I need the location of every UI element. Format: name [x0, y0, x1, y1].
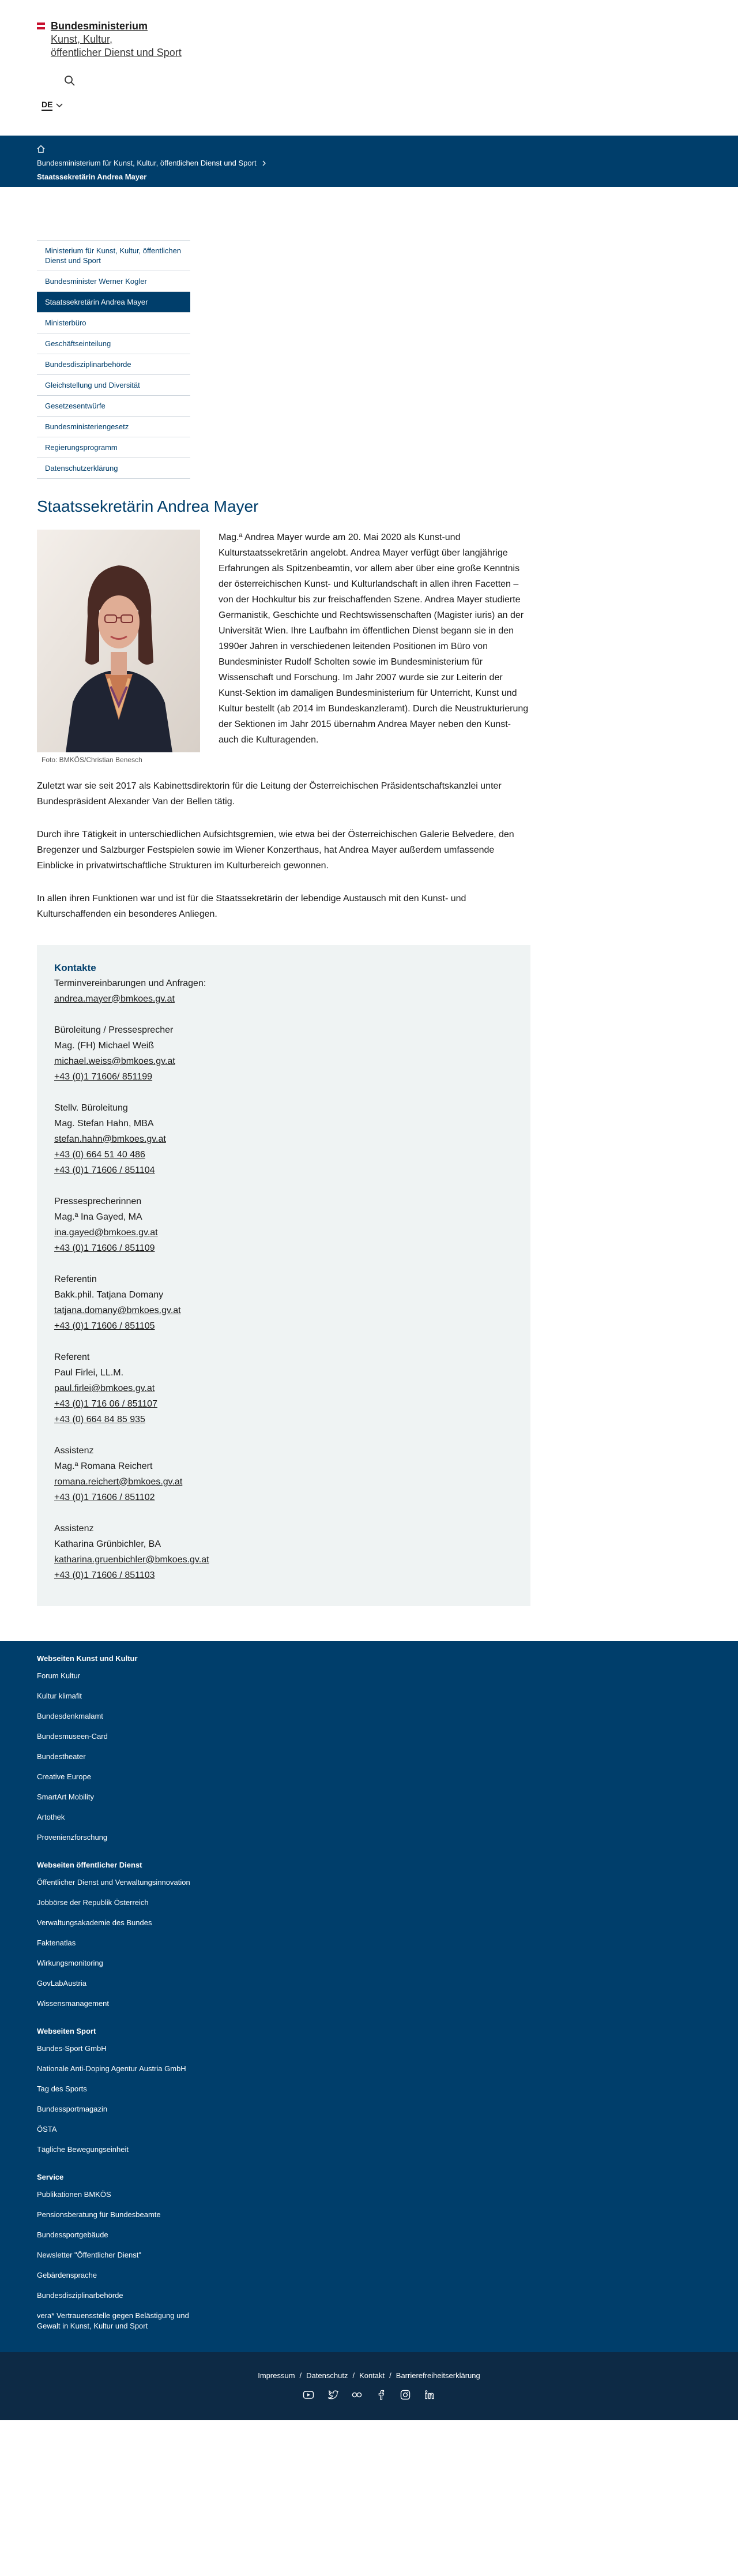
breadcrumb-home[interactable] [37, 145, 701, 155]
contact-email-link[interactable]: ina.gayed@bmkoes.gv.at [54, 1227, 158, 1238]
contact-email-link[interactable]: paul.firlei@bmkoes.gv.at [54, 1383, 155, 1393]
contact-group [54, 1022, 513, 1085]
austrian-flag-icon [37, 23, 45, 59]
youtube-icon [303, 2390, 314, 2400]
sidenav-item-bundesminister[interactable]: Bundesminister Werner Kogler [37, 271, 190, 291]
contact-role: Stellv. Büroleitung [54, 1103, 128, 1113]
contact-email-link[interactable]: michael.weiss@bmkoes.gv.at [54, 1056, 175, 1066]
side-navigation [37, 240, 190, 479]
legal-links [0, 2370, 738, 2382]
contact-phone-link[interactable]: +43 (0)1 71606 / 851104 [54, 1165, 155, 1175]
main-content [0, 496, 738, 1606]
sidenav-item-ministeriengesetz[interactable]: Bundesministeriengesetz [37, 416, 190, 437]
legal-link-kontakt[interactable]: Kontakt [359, 2371, 385, 2380]
footer-link[interactable]: Verwaltungsakademie des Bundes [37, 1918, 152, 1927]
sidenav-item-regierungsprogramm[interactable]: Regierungsprogramm [37, 437, 190, 458]
contact-group-requests [54, 976, 513, 1007]
footer-link[interactable]: Bundestheater [37, 1752, 86, 1761]
photo-credit: Foto: BMKÖS/Christian Benesch [42, 756, 142, 764]
legal-link-impressum[interactable]: Impressum [258, 2371, 295, 2380]
footer-link[interactable]: Bundes-Sport GmbH [37, 2043, 107, 2053]
chevron-right-icon [262, 160, 266, 166]
legal-link-barrierefreiheit[interactable]: Barrierefreiheitserklärung [396, 2371, 480, 2380]
footer-section-sport [37, 2026, 701, 2155]
contact-name: Mag. Stefan Hahn, MBA [54, 1118, 154, 1128]
contact-intro-label: Terminvereinbarungen und Anfragen: [54, 978, 206, 988]
footer-heading: Webseiten öffentlicher Dienst [37, 1860, 142, 1869]
contact-group [54, 1194, 513, 1256]
breadcrumb-current: Staatssekretärin Andrea Mayer [37, 173, 147, 182]
footer-link[interactable]: Öffentlicher Dienst und Verwaltungsinnovation [37, 1877, 190, 1887]
contact-group [54, 1521, 513, 1583]
search-icon [64, 75, 76, 87]
facebook-icon [375, 2390, 387, 2400]
footer-link[interactable]: Tag des Sports [37, 2084, 87, 2093]
footer-section-kunst-kultur [37, 1653, 701, 1843]
portrait-illustration [37, 530, 200, 752]
footer-link[interactable]: Bundesdenkmalamt [37, 1711, 103, 1720]
language-code: DE [42, 100, 52, 111]
paragraph-kabinettsdirektorin: Zuletzt war sie seit 2017 als Kabinettsdirektorin für die Leitung der Österreichischen Präsidentschaftskanzlei unter Bundespräsident Alexander Van der Bellen tätig. [37, 781, 502, 807]
sidenav-item-datenschutz[interactable]: Datenschutzerklärung [37, 458, 190, 479]
contact-phone-link[interactable]: +43 (0)1 716 06 / 851107 [54, 1398, 157, 1409]
separator: / [352, 2371, 355, 2380]
contact-group [54, 1443, 513, 1505]
footer-link[interactable]: Faktenatlas [37, 1938, 76, 1947]
footer-link[interactable]: Forum Kultur [37, 1671, 81, 1680]
separator: / [299, 2371, 302, 2380]
linkedin-link[interactable] [424, 2390, 435, 2400]
footer-link[interactable]: ÖSTA [37, 2124, 57, 2133]
footer-link[interactable]: Tägliche Bewegungseinheit [37, 2144, 129, 2154]
intro-section [37, 530, 738, 766]
language-selector[interactable] [42, 100, 63, 111]
facebook-link[interactable] [375, 2390, 387, 2400]
contact-phone-link[interactable]: +43 (0)1 71606 / 851103 [54, 1570, 155, 1580]
contact-email-link[interactable]: katharina.gruenbichler@bmkoes.gv.at [54, 1554, 209, 1565]
contact-name: Mag.ª Ina Gayed, MA [54, 1212, 142, 1222]
contact-email-link[interactable]: romana.reichert@bmkoes.gv.at [54, 1476, 183, 1487]
contact-role: Assistenz [54, 1523, 94, 1533]
paragraph-aufsichtsgremien: Durch ihre Tätigkeit in unterschiedlichen Aufsichtsgremien, wie etwa bei der Österreichischen Galerie Belvedere, den Bregenzer und Salzburger Festspielen sowie im Wiener Konzerthaus, hat Andrea Mayer außerdem umfassende Einblicke in privatwirtschaftliche Strukturen im Kulturbereich gewonnen. [37, 829, 514, 871]
sidenav-item-staatssekretaerin[interactable]: Staatssekretärin Andrea Mayer [37, 291, 190, 312]
legal-link-datenschutz[interactable]: Datenschutz [306, 2371, 348, 2380]
contact-role: Büroleitung / Pressesprecher [54, 1025, 174, 1035]
contact-email-link[interactable]: stefan.hahn@bmkoes.gv.at [54, 1134, 166, 1144]
footer-link[interactable]: Bundessportgebäude [37, 2230, 108, 2239]
instagram-link[interactable] [400, 2390, 411, 2400]
sidenav-item-disziplinarbehoerde[interactable]: Bundesdisziplinarbehörde [37, 354, 190, 374]
footer-links [0, 1641, 738, 2352]
logo-line-1: Bundesministerium [51, 20, 148, 32]
footer-section-oeffentlicher-dienst [37, 1860, 701, 2009]
search-button[interactable] [63, 75, 76, 88]
contact-role: Referent [54, 1352, 90, 1362]
footer-link[interactable]: Bundesdisziplinarbehörde [37, 2290, 123, 2300]
twitter-link[interactable] [327, 2390, 338, 2400]
footer-heading: Webseiten Sport [37, 2026, 96, 2035]
footer-link[interactable]: Pensionsberatung für Bundesbeamte [37, 2210, 161, 2219]
footer-link[interactable]: GovLabAustria [37, 1978, 86, 1988]
sidenav-item-gleichstellung[interactable]: Gleichstellung und Diversität [37, 374, 190, 395]
social-links [0, 2390, 738, 2400]
contact-email-link[interactable]: andrea.mayer@bmkoes.gv.at [54, 993, 175, 1004]
footer-link[interactable]: Publikationen BMKÖS [37, 2189, 111, 2199]
flickr-link[interactable] [351, 2390, 363, 2400]
sidenav-item-gesetzesentwuerfe[interactable]: Gesetzesentwürfe [37, 395, 190, 416]
footer-link[interactable]: vera* Vertrauensstelle gegen Belästigung und Gewalt in Kunst, Kultur und Sport [37, 2311, 189, 2330]
contact-group [54, 1272, 513, 1334]
sidenav-item-ministerium[interactable]: Ministerium für Kunst, Kultur, öffentlichen Dienst und Sport [37, 240, 190, 271]
footer-link[interactable]: Bundesmuseen-Card [37, 1731, 108, 1741]
footer-link[interactable]: Artothek [37, 1812, 65, 1821]
contact-group [54, 1100, 513, 1178]
footer-link[interactable]: Bundessportmagazin [37, 2104, 108, 2113]
contact-phone-link[interactable]: +43 (0) 664 84 85 935 [54, 1414, 145, 1424]
paragraph-austausch: In allen ihren Funktionen war und ist für die Staatssekretärin der lebendige Austausch mit den Kunst- und Kulturschaffenden ein besonderes Anliegen. [37, 893, 466, 919]
youtube-link[interactable] [303, 2390, 314, 2400]
contact-role: Assistenz [54, 1445, 94, 1456]
footer-link[interactable]: SmartArt Mobility [37, 1792, 94, 1801]
footer-link[interactable]: Creative Europe [37, 1772, 91, 1781]
footer-link[interactable]: Wissensmanagement [37, 1998, 109, 2008]
footer-link[interactable]: Gebärdensprache [37, 2270, 97, 2279]
contact-name: Katharina Grünbichler, BA [54, 1539, 161, 1549]
flickr-icon [351, 2390, 363, 2400]
ministry-logo[interactable] [37, 20, 182, 59]
contact-phone-link[interactable]: +43 (0) 664 51 40 486 [54, 1149, 145, 1160]
home-icon [37, 145, 45, 153]
footer-heading: Service [37, 2172, 64, 2181]
contact-name: Bakk.phil. Tatjana Domany [54, 1289, 164, 1300]
footer-heading: Webseiten Kunst und Kultur [37, 1653, 138, 1663]
page-title: Staatssekretärin Andrea Mayer [37, 497, 259, 515]
portrait-photo [37, 530, 200, 752]
footer-link[interactable]: Nationale Anti-Doping Agentur Austria GmbH [37, 2064, 186, 2073]
contact-role: Referentin [54, 1274, 97, 1284]
contact-name: Mag.ª Romana Reichert [54, 1461, 153, 1471]
contact-role: Pressesprecherinnen [54, 1196, 142, 1206]
contact-phone-link[interactable]: +43 (0)1 71606 / 851105 [54, 1321, 155, 1331]
sidenav-item-geschaeftseinteilung[interactable]: Geschäftseinteilung [37, 333, 190, 354]
footer-section-service [37, 2172, 701, 2331]
site-header [0, 0, 738, 136]
logo-line-3: öffentlicher Dienst und Sport [51, 47, 182, 58]
footer-link[interactable]: Provenienzforschung [37, 1832, 108, 1842]
footer-link[interactable]: Jobbörse der Republik Österreich [37, 1898, 149, 1907]
contact-box [37, 945, 530, 1606]
contact-group [54, 1349, 513, 1427]
chevron-down-icon [56, 103, 63, 108]
logo-text [51, 20, 182, 59]
breadcrumb [0, 136, 738, 187]
site-footer [0, 1641, 738, 2420]
portrait-figure [37, 530, 200, 766]
contacts-heading: Kontakte [54, 962, 96, 973]
contact-name: Mag. (FH) Michael Weiß [54, 1040, 155, 1051]
breadcrumb-parent[interactable]: Bundesministerium für Kunst, Kultur, öffentlichen Dienst und Sport [37, 159, 257, 167]
footer-bottom [0, 2352, 738, 2420]
contact-email-link[interactable]: tatjana.domany@bmkoes.gv.at [54, 1305, 181, 1315]
footer-link[interactable]: Newsletter "Öffentlicher Dienst" [37, 2250, 141, 2259]
linkedin-icon [424, 2390, 435, 2400]
intro-text: Mag.ª Andrea Mayer wurde am 20. Mai 2020 als Kunst-und Kulturstaatssekretärin angelobt. Andrea Mayer verfügt über langjährige Erfahrungen als Spitzenbeamtin, vor allem aber über eine große Kenntnis der österreichischen Kunst- und Kulturlandschaft in allen ihren Facetten – von der Hochkultur bis zur freischaffenden Szene. Andrea Mayer studierte Germanistik, Geschichte und Rechtswissenschaften (Magister iuris) an der Universität Wien. Ihre Laufbahn im öffentlichen Dienst begann sie in den 1990er Jahren in verschiedenen leitenden Positionen im Büro von Bundesminister Rudolf Scholten sowie im Bundesministerium für Wissenschaft und Forschung. Im Jahr 2007 wurde sie zur Leiterin der Kunst-Sektion im damaligen Bundesministerium für Unterricht, Kunst und Kultur bestellt (ab 2014 im Bundeskanzleramt). Durch die Neustrukturierung der Sektionen im Jahr 2015 übernahm Andrea Mayer neben den Kunst- auch die Kulturagenden. [219, 533, 529, 745]
contact-phone-link[interactable]: +43 (0)1 71606/ 851199 [54, 1071, 153, 1082]
twitter-icon [327, 2390, 338, 2400]
footer-link[interactable]: Wirkungsmonitoring [37, 1958, 103, 1967]
contact-phone-link[interactable]: +43 (0)1 71606 / 851102 [54, 1492, 155, 1502]
logo-line-2: Kunst, Kultur, [51, 33, 113, 45]
contact-phone-link[interactable]: +43 (0)1 71606 / 851109 [54, 1243, 155, 1253]
footer-link[interactable]: Kultur klimafit [37, 1691, 82, 1700]
contact-name: Paul Firlei, LL.M. [54, 1367, 124, 1378]
instagram-icon [400, 2390, 411, 2400]
separator: / [389, 2371, 391, 2380]
sidenav-item-ministerbuero[interactable]: Ministerbüro [37, 312, 190, 333]
